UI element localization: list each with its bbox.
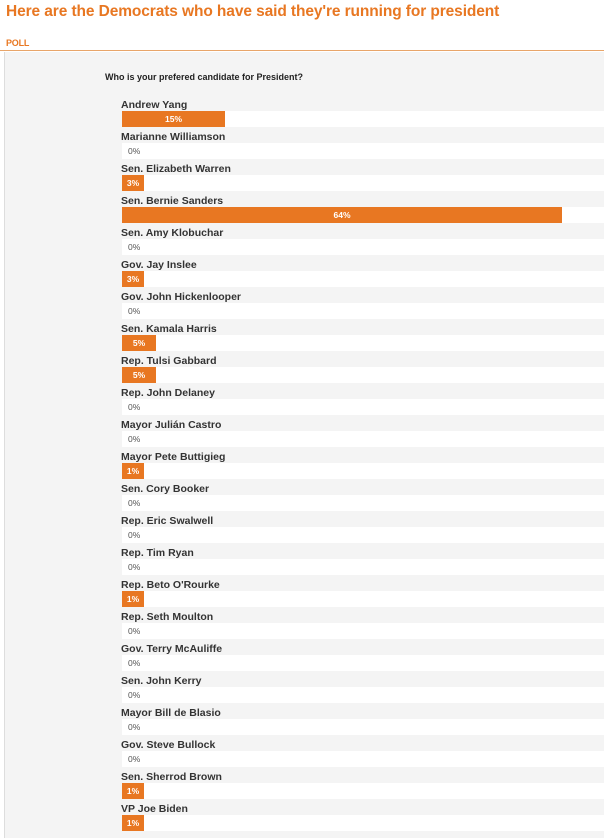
result-percent: 0%: [128, 530, 141, 540]
page-title: Here are the Democrats who have said they're running for president: [6, 3, 500, 20]
candidate-name: Mayor Bill de Blasio: [121, 707, 221, 719]
candidate-name: Sen. John Kerry: [121, 675, 202, 687]
poll-option[interactable]: [121, 131, 604, 163]
result-percent: 1%: [126, 466, 140, 476]
result-percent: 0%: [128, 434, 141, 444]
result-bar-track: [122, 399, 604, 415]
result-bar-track: [122, 751, 604, 767]
poll-option[interactable]: [121, 707, 604, 739]
result-bar-track: [122, 655, 604, 671]
candidate-name: VP Joe Biden: [121, 803, 188, 815]
result-percent: 1%: [126, 818, 140, 828]
candidate-name: Gov. John Hickenlooper: [121, 291, 241, 303]
candidate-name: Mayor Pete Buttigieg: [121, 451, 226, 463]
poll-option[interactable]: [121, 291, 604, 323]
result-percent: 15%: [164, 114, 182, 124]
result-bar-track: [122, 815, 604, 831]
candidate-name: Sen. Amy Klobuchar: [121, 227, 224, 239]
result-percent: 5%: [132, 338, 146, 348]
candidate-name: Andrew Yang: [121, 99, 188, 111]
result-bar-track: [122, 559, 604, 575]
result-percent: 0%: [128, 658, 141, 668]
poll-option[interactable]: [121, 771, 604, 803]
result-percent: 0%: [128, 754, 141, 764]
result-percent: 0%: [128, 402, 141, 412]
result-bar-track: [122, 207, 604, 223]
poll-option[interactable]: [121, 739, 604, 771]
poll-option[interactable]: [121, 483, 604, 515]
candidate-name: Rep. Tulsi Gabbard: [121, 355, 217, 367]
poll-option[interactable]: [121, 419, 604, 451]
poll-option[interactable]: [121, 643, 604, 675]
result-bar-track: [122, 591, 604, 607]
candidate-name: Sen. Bernie Sanders: [121, 195, 224, 207]
candidate-name: Rep. Tim Ryan: [121, 547, 194, 559]
candidate-name: Sen. Elizabeth Warren: [121, 163, 231, 175]
result-bar-track: [122, 271, 604, 287]
result-bar-track: [122, 719, 604, 735]
poll-option[interactable]: [121, 451, 604, 483]
result-percent: 3%: [126, 274, 140, 284]
result-percent: 1%: [126, 594, 140, 604]
candidate-name: Gov. Steve Bullock: [121, 739, 216, 751]
candidate-name: Sen. Sherrod Brown: [121, 771, 222, 783]
result-bar-track: [122, 495, 604, 511]
poll-label: POLL: [6, 38, 30, 48]
result-percent: 3%: [126, 178, 140, 188]
poll-option[interactable]: [121, 611, 604, 643]
result-bar-track: [122, 687, 604, 703]
result-bar-track: [122, 111, 604, 127]
candidate-name: Sen. Kamala Harris: [121, 323, 217, 335]
result-percent: 5%: [132, 370, 146, 380]
candidate-name: Gov. Jay Inslee: [121, 259, 197, 271]
result-percent: 0%: [128, 146, 141, 156]
result-bar-track: [122, 367, 604, 383]
result-percent: 0%: [128, 498, 141, 508]
poll-option[interactable]: [121, 323, 604, 355]
result-bar-track: [122, 623, 604, 639]
result-bar-track: [122, 143, 604, 159]
result-bar-track: [122, 239, 604, 255]
candidate-name: Rep. Eric Swalwell: [121, 515, 214, 527]
poll-option[interactable]: [121, 579, 604, 611]
candidate-name: Rep. John Delaney: [121, 387, 215, 399]
poll-option[interactable]: [121, 259, 604, 291]
poll-divider: [0, 50, 604, 51]
poll-options-list: [121, 99, 604, 835]
result-bar-track: [122, 527, 604, 543]
poll-option[interactable]: [121, 99, 604, 131]
poll-option[interactable]: [121, 355, 604, 387]
result-percent: 0%: [128, 690, 141, 700]
result-percent: 1%: [126, 786, 140, 796]
candidate-name: Gov. Terry McAuliffe: [121, 643, 223, 655]
candidate-name: Rep. Seth Moulton: [121, 611, 214, 623]
poll-option[interactable]: [121, 803, 604, 835]
result-bar-track: [122, 431, 604, 447]
result-bar-track: [122, 783, 604, 799]
result-percent: 0%: [128, 626, 141, 636]
result-percent: 0%: [128, 562, 141, 572]
candidate-name: Sen. Cory Booker: [121, 483, 210, 495]
poll-option[interactable]: [121, 387, 604, 419]
poll-option[interactable]: [121, 675, 604, 707]
result-percent: 0%: [128, 242, 141, 252]
result-bar-track: [122, 303, 604, 319]
poll-question: Who is your prefered candidate for President?: [105, 72, 304, 82]
poll-option[interactable]: [121, 547, 604, 579]
candidate-name: Mayor Julián Castro: [121, 419, 222, 431]
poll-option[interactable]: [121, 163, 604, 195]
poll-option[interactable]: [121, 195, 604, 227]
candidate-name: Marianne Williamson: [121, 131, 226, 143]
candidate-name: Rep. Beto O'Rourke: [121, 579, 220, 591]
poll-option[interactable]: [121, 515, 604, 547]
poll-option[interactable]: [121, 227, 604, 259]
result-percent: 64%: [333, 210, 351, 220]
result-bar-track: [122, 335, 604, 351]
result-bar-track: [122, 175, 604, 191]
result-percent: 0%: [128, 306, 141, 316]
result-bar-track: [122, 463, 604, 479]
result-percent: 0%: [128, 722, 141, 732]
